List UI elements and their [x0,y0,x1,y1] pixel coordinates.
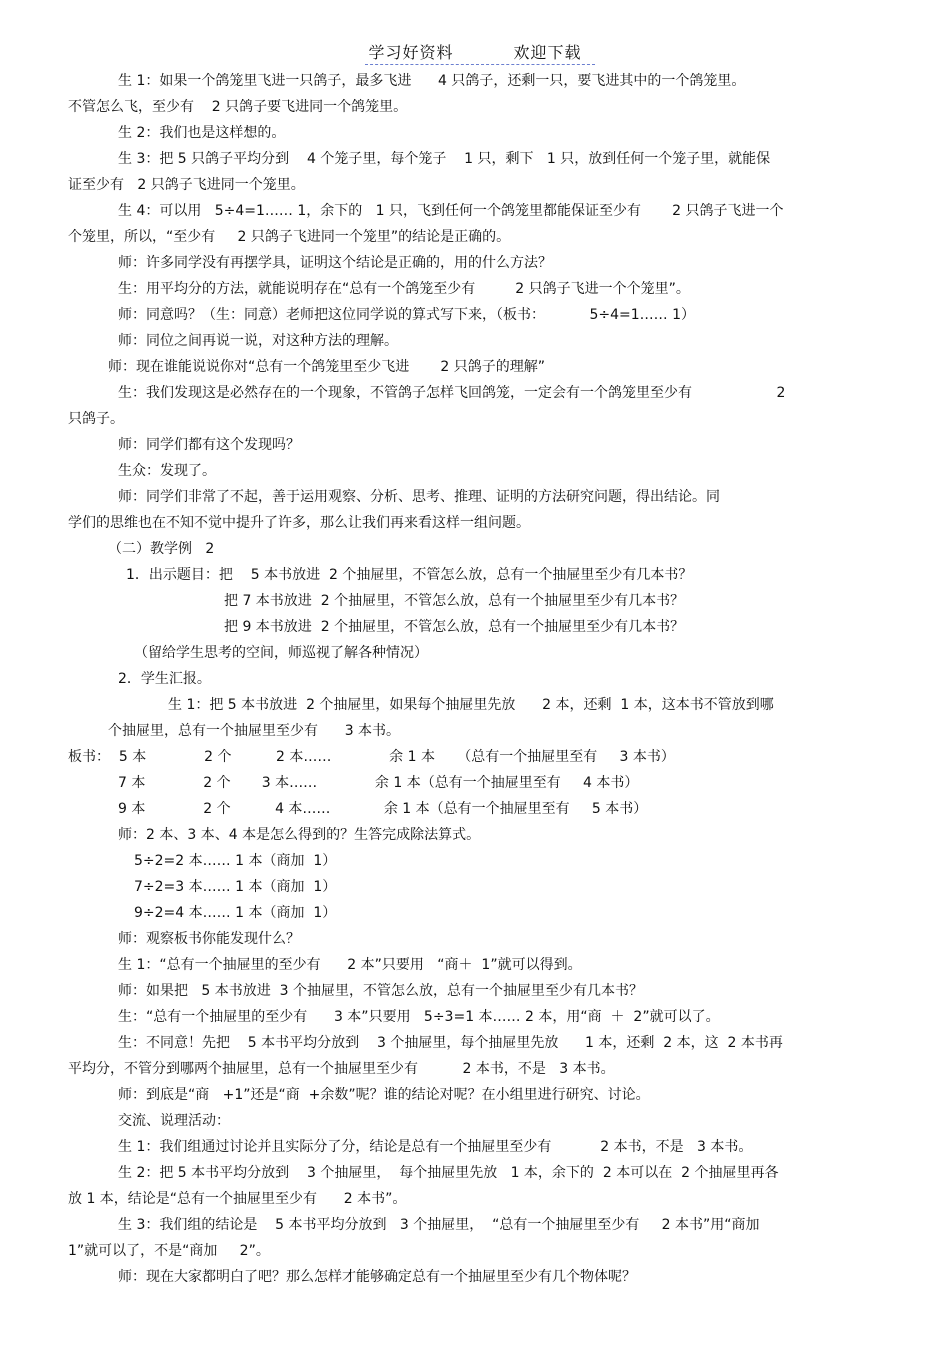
text-line: 师：观察板书你能发现什么？ [118,931,300,947]
text-line: 把 9 本书放进 2 个抽屉里，不管怎么放，总有一个抽屉里至少有几本书？ [224,619,685,635]
text-line: 个笼里，所以，“至少有 2 只鸽子飞进同一个笼里”的结论是正确的。 [68,229,511,245]
header-left-text: 学习好资料 [368,43,454,62]
text-line: 生：我们发现这是必然存在的一个现象，不管鸽子怎样飞回鸽笼，一定会有一个鸽笼里至少有 2 [118,385,786,401]
text-line: 生 3：我们组的结论是 5 本书平均分放到 3 个抽屉里， “总有一个抽屉里至少有 2 本书”用“商加 [118,1217,760,1233]
text-line: 生 1：“总有一个抽屉里的至少有 2 本”只要用 “商＋ 1”就可以得到。 [118,957,582,973]
text-line: 生 3：把 5 只鸽子平均分到 4 个笼子里，每个笼子 1 只，剩下 1 只，放到任何一个笼子里，就能保 [118,151,771,167]
text-line: 9÷2=4 本…… 1 本（商加 1） [134,905,337,921]
text-line: 生 4：可以用 5÷4=1…… 1，余下的 1 只，飞到任何一个鸽笼里都能保证至少有 2 只鸽子飞进一个 [118,203,784,219]
text-line: 9 本 2 个 4 本…… 余 1 本（总有一个抽屉里至有 5 本书） [118,801,648,817]
text-line: 师：到底是“商 +1”还是“商 +余数”呢？谁的结论对呢？在小组里进行研究、讨论。 [118,1087,650,1103]
document-body [68,68,828,1290]
text-line: 放 1 本，结论是“总有一个抽屉里至少有 2 本书”。 [68,1191,407,1207]
text-line: 生众：发现了。 [118,463,216,479]
text-line: 师：同学们都有这个发现吗？ [118,437,300,453]
text-line: 师：现在大家都明白了吧？那么怎样才能够确定总有一个抽屉里至少有几个物体呢？ [118,1269,636,1285]
text-line: 证至少有 2 只鸽子飞进同一个笼里。 [68,177,305,193]
text-line: 生 1：我们组通过讨论并且实际分了分，结论是总有一个抽屉里至少有 2 本书，不是 3 本书。 [118,1139,753,1155]
text-line: 师：如果把 5 本书放进 3 个抽屉里，不管怎么放，总有一个抽屉里至少有几本书？ [118,983,643,999]
text-line: 板书： 5 本 2 个 2 本…… 余 1 本 （总有一个抽屉里至有 3 本书） [68,749,675,765]
text-line: 1．出示题目：把 5 本书放进 2 个抽屉里，不管怎么放，总有一个抽屉里至少有几本书？ [126,567,693,583]
text-line: 生：“总有一个抽屉里的至少有 3 本”只要用 5÷3=1 本…… 2 本，用“商 ＋ 2”就可以了。 [118,1009,720,1025]
text-line: 师：2 本、3 本、4 本是怎么得到的？生答完成除法算式。 [118,827,481,843]
text-line: 生 2：我们也是这样想的。 [118,125,286,141]
text-line: 师：同位之间再说一说，对这种方法的理解。 [118,333,398,349]
text-line: 生：用平均分的方法，就能说明存在“总有一个鸽笼至少有 2 只鸽子飞进一个个笼里”。 [118,281,690,297]
text-line: 生：不同意！先把 5 本书平均分放到 3 个抽屉里，每个抽屉里先放 1 本，还剩 2 本，这 2 本书再 [118,1035,783,1051]
text-line: 2．学生汇报。 [118,671,211,687]
text-line: 学们的思维也在不知不觉中提升了许多，那么让我们再来看这样一组问题。 [68,515,530,531]
text-line: 平均分，不管分到哪两个抽屉里，总有一个抽屉里至少有 2 本书，不是 3 本书。 [68,1061,615,1077]
text-line: （留给学生思考的空间，师巡视了解各种情况） [134,645,428,661]
text-line: 5÷2=2 本…… 1 本（商加 1） [134,853,337,869]
text-line: 师：同意吗？（生：同意）老师把这位同学说的算式写下来，（板书： 5÷4=1…… 1） [118,307,696,323]
text-line: 不管怎么飞，至少有 2 只鸽子要飞进同一个鸽笼里。 [68,99,408,115]
text-line: 1”就可以了，不是“商加 2”。 [68,1243,270,1259]
page-header [0,40,950,63]
text-line: 师：现在谁能说说你对“总有一个鸽笼里至少飞进 2 只鸽子的理解” [108,359,546,375]
text-line: 7÷2=3 本…… 1 本（商加 1） [134,879,337,895]
text-line: 个抽屉里，总有一个抽屉里至少有 3 本书。 [108,723,401,739]
text-line: 交流、说理活动： [118,1113,230,1129]
text-line: 生 1：如果一个鸽笼里飞进一只鸽子，最多飞进 4 只鸽子，还剩一只，要飞进其中的一个鸽笼里。 [118,73,746,89]
text-line: 只鸽子。 [68,411,124,427]
text-line: 生 1：把 5 本书放进 2 个抽屉里，如果每个抽屉里先放 2 本，还剩 1 本，这本书不管放到哪 [168,697,774,713]
text-line: （二）教学例 2 [108,541,215,557]
header-right-text: 欢迎下载 [513,43,582,62]
text-line: 把 7 本书放进 2 个抽屉里，不管怎么放，总有一个抽屉里至少有几本书？ [224,593,685,609]
text-line: 师：许多同学没有再摆学具，证明这个结论是正确的，用的什么方法？ [118,255,552,271]
text-line: 师：同学们非常了不起，善于运用观察、分析、思考、推理、证明的方法研究问题，得出结论。同 [118,489,720,505]
header-dashed-rule [365,64,595,65]
text-line: 生 2：把 5 本书平均分放到 3 个抽屉里， 每个抽屉里先放 1 本，余下的 2 本可以在 2 个抽屉里再各 [118,1165,779,1181]
text-line: 7 本 2 个 3 本…… 余 1 本（总有一个抽屉里至有 4 本书） [118,775,639,791]
